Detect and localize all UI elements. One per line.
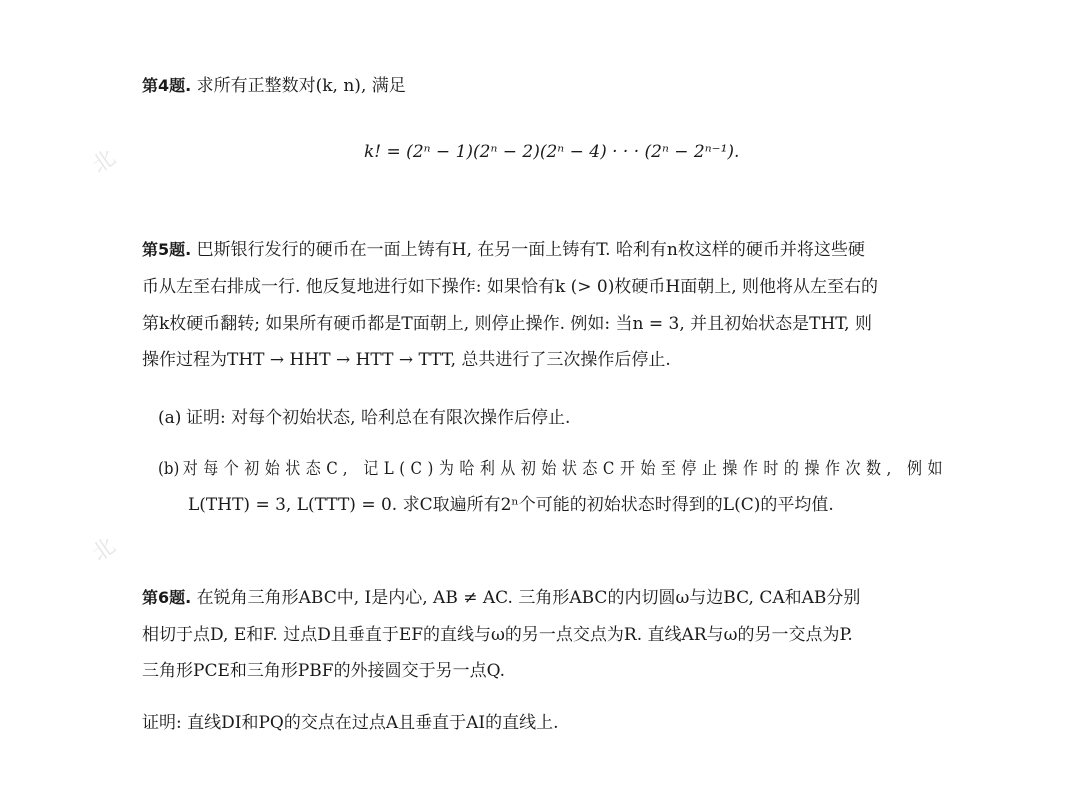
- part-a-label: (a): [158, 408, 182, 428]
- watermark: 北: [87, 533, 121, 567]
- problem-6-line: 相切于点D, E和F. 过点D且垂直于EF的直线与ω的另一点交点为R. 直线AR与ω的另一交点为P.: [142, 625, 853, 645]
- problem-5-part-a: [158, 406, 570, 430]
- problem-6-line: [142, 586, 860, 610]
- problem-5-part-b-continued: L(THT) = 3, L(TTT) = 0. 求C取遍所有2ⁿ个可能的初始状态时得到的L(C)的平均值.: [188, 495, 834, 515]
- problem-4-formula: [364, 139, 739, 165]
- part-b-label: (b): [158, 459, 180, 479]
- problem-6-text: 在锐角三角形ABC中, I是内心, AB ≠ AC. 三角形ABC的内切圆ω与边BC, CA和AB分别: [191, 588, 861, 608]
- problem-5-line: 第k枚硬币翻转; 如果所有硬币都是T面朝上, 则停止操作. 例如: 当n = 3, 并且初始状态是THT, 则: [142, 314, 872, 334]
- part-a-text: 证明: 对每个初始状态, 哈利总在有限次操作后停止.: [186, 408, 571, 428]
- problem-5-line: 币从左至右排成一行. 他反复地进行如下操作: 如果恰有k (> 0)枚硬币H面朝上, 则他将从左至右的: [142, 277, 879, 297]
- part-b-text: 对每个初始状态C, 记L(C)为哈利从初始状态C开始至停止操作时的操作次数, 例如: [182, 459, 948, 479]
- watermark: 北: [87, 145, 121, 179]
- problem-5-line: 操作过程为THT → HHT → HTT → TTT, 总共进行了三次操作后停止.: [142, 350, 671, 370]
- problem-5-heading: 第5题.: [142, 240, 192, 259]
- problem-6-line: 三角形PCE和三角形PBF的外接圆交于另一点Q.: [142, 661, 506, 681]
- problem-5-line: [142, 238, 865, 262]
- problem-4-formula-text: k! = (2ⁿ − 1)(2ⁿ − 2)(2ⁿ − 4) · · · (2ⁿ − 2ⁿ⁻¹).: [364, 142, 740, 162]
- problem-4-heading: 第4题.: [142, 76, 192, 95]
- problem-5-part-b: [158, 457, 948, 481]
- problem-4-statement: [142, 74, 406, 98]
- problem-5-text: 巴斯银行发行的硬币在一面上铸有H, 在另一面上铸有T. 哈利有n枚这样的硬币并将这些硬: [191, 240, 865, 260]
- problem-4-text: 求所有正整数对(k, n), 满足: [191, 76, 406, 96]
- problem-6-heading: 第6题.: [142, 588, 192, 607]
- problem-6-proof: 证明: 直线DI和PQ的交点在过点A且垂直于AI的直线上.: [142, 713, 559, 733]
